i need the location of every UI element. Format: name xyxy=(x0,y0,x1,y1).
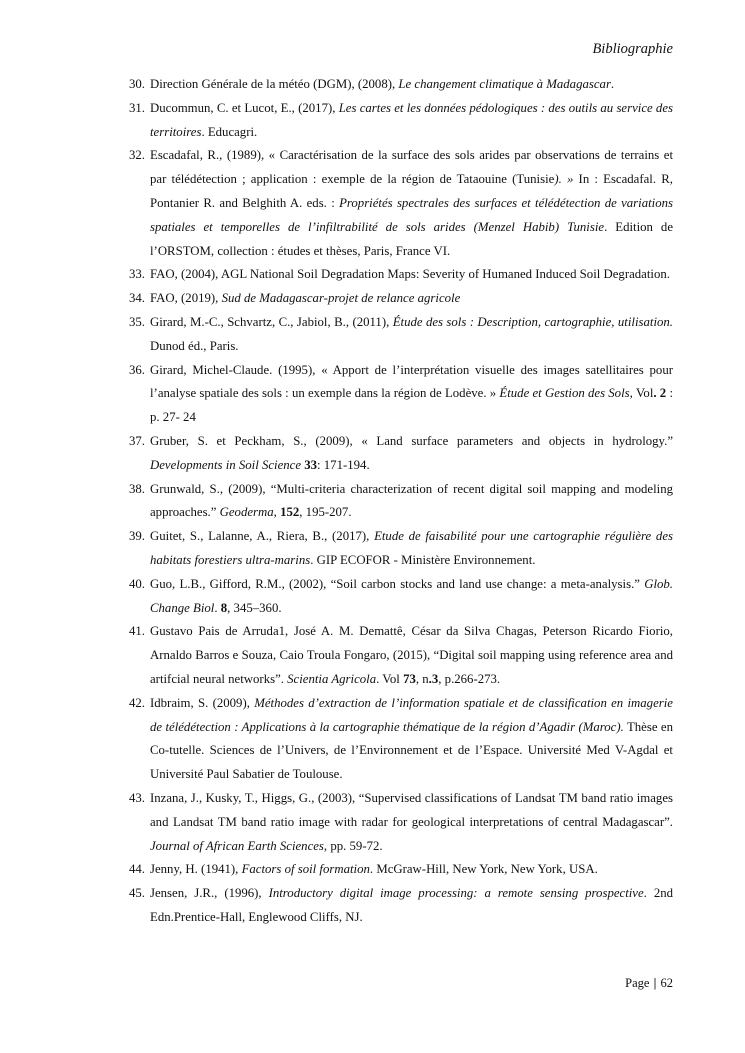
reference-text: : 171-194. xyxy=(317,457,370,472)
reference-entry xyxy=(129,97,673,145)
reference-text: Journal of African Earth Sciences xyxy=(150,838,324,853)
reference-text: Guitet, S., Lalanne, A., Riera, B., (2017), xyxy=(150,529,375,544)
reference-text: . xyxy=(610,77,615,91)
reference-text: Sud de Madagascar-projet de relance agricole xyxy=(221,291,461,306)
reference-text: 73 xyxy=(403,671,416,686)
reference-text: Direction Générale de la météo (DGM), (2008), xyxy=(150,77,399,91)
reference-text: Idbraim, S. (2009), xyxy=(150,695,255,710)
reference-text: , Vol xyxy=(629,386,654,401)
reference-text: Thèse en Co-tutelle. Sciences de l’Univers, de l’Environnement et de l’Espace. Université Med V-Agdal et Université Paul Sabatier de Toulouse. xyxy=(150,719,673,782)
reference-text: ). » xyxy=(554,172,574,187)
reference-number: 44. xyxy=(129,862,145,877)
reference-entry xyxy=(129,620,673,691)
reference-text: Geoderma xyxy=(219,505,274,520)
reference-list xyxy=(129,73,673,930)
reference-entry xyxy=(129,73,673,97)
reference-text: Dunod éd., Paris. xyxy=(150,338,239,353)
running-header: Bibliographie xyxy=(592,41,673,57)
reference-text: Propriétés spectrales des surfaces et télédétection de variations spatiales et temporelles de l’infiltrabilité de sols arides (Menzel Habib) Tunisie xyxy=(150,195,673,234)
reference-text: Méthodes d’extraction de l’information spatiale et de classification en imagerie de télédétection : Applications à la cartographie thématique de la région d’Agadir (Maroc). xyxy=(150,695,673,734)
reference-text: Gustavo Pais de Arruda1, José A. M. Demattê, César da Silva Chagas, Peterson Ricardo Fiorio, Arnaldo Barros e Souza, Caio Troula Fongaro, (2015), “Digital soil mapping using reference area and artifcial neural networks”. xyxy=(150,624,673,686)
reference-number: 31. xyxy=(129,100,145,115)
reference-text: Etude de faisabilité pour une cartographie régulière des habitats forestiers ultra-marins xyxy=(150,529,673,567)
reference-text: 152 xyxy=(280,505,300,520)
reference-text: Inzana, J., Kusky, T., Higgs, G., (2003), “Supervised classifications of Landsat TM band ratio images and Landsat TM band ratio image with radar for geological interpretations of central Madagascar”. xyxy=(150,790,673,829)
reference-text: FAO, (2019), xyxy=(150,291,222,306)
reference-text: Étude et Gestion des Sols xyxy=(499,386,630,401)
reference-text: Jenny, H. (1941), xyxy=(150,862,242,877)
reference-text: Les cartes et les données pédologiques : des outils au service des territoires xyxy=(150,100,673,139)
page-label: Page xyxy=(625,976,650,990)
reference-text: . 2 xyxy=(653,386,667,401)
reference-number: 34. xyxy=(129,291,145,306)
reference-number: 43. xyxy=(129,790,145,805)
reference-number: 42. xyxy=(129,695,145,710)
reference-entry xyxy=(129,858,673,882)
reference-entry xyxy=(129,359,673,430)
reference-text: In : Escadafal. R, Pontanier R. and Belghith A. eds. : xyxy=(150,172,673,210)
reference-number: 45. xyxy=(129,886,145,901)
reference-number: 35. xyxy=(129,314,145,329)
reference-text: , 195-207. xyxy=(299,505,352,520)
reference-entry xyxy=(129,311,673,359)
reference-number: 39. xyxy=(129,529,145,544)
reference-text: Ducommun, C. et Lucot, E., (2017), xyxy=(150,100,339,115)
reference-text: 33 xyxy=(304,457,318,472)
reference-text: Gruber, S. et Peckham, S., (2009), « Land surface parameters and objects in hydrology.” xyxy=(150,433,673,448)
reference-text: Escadafal, R., (1989), « Caractérisation de la surface des sols arides par observations de terrains et par télédétection ; application : exemple de la région de Tataouine (Tunisie xyxy=(150,148,673,187)
reference-text: FAO, (2004), AGL National Soil Degradation Maps: Severity of Humaned Induced Soil Degradation. xyxy=(150,267,670,282)
reference-entry xyxy=(129,787,673,858)
reference-text: Girard, M.-C., Schvartz, C., Jabiol, B., (2011), xyxy=(150,314,393,329)
reference-text: . McGraw-Hill, New York, New York, USA. xyxy=(369,862,598,877)
reference-entry xyxy=(129,144,673,263)
reference-entry xyxy=(129,882,673,930)
reference-text: . GIP ECOFOR - Ministère Environnement. xyxy=(310,552,536,567)
reference-entry xyxy=(129,287,673,311)
reference-text: : p. 27- 24 xyxy=(150,386,674,425)
page-separator: | xyxy=(653,976,657,990)
reference-text: Le changement climatique à Madagascar xyxy=(398,77,611,91)
reference-number: 38. xyxy=(129,481,145,496)
reference-entry xyxy=(129,430,673,478)
reference-text: Scientia Agricola xyxy=(287,671,377,686)
reference-number: 41. xyxy=(129,624,145,639)
reference-text: Developments in Soil Science xyxy=(150,457,302,472)
reference-text: . xyxy=(214,600,221,615)
reference-number: 33. xyxy=(129,267,145,282)
reference-number: 36. xyxy=(129,362,145,377)
reference-text: Introductory digital image processing: a remote sensing prospective xyxy=(268,886,644,901)
reference-number: 40. xyxy=(129,576,145,591)
reference-text: Glob. Change Biol xyxy=(150,576,673,615)
reference-entry xyxy=(129,478,673,526)
reference-text: 8 xyxy=(220,600,228,615)
page-footer xyxy=(625,976,673,991)
reference-text: , n xyxy=(415,671,429,686)
reference-text: Grunwald, S., (2009), “Multi-criteria characterization of recent digital soil mapping and modeling approaches.” xyxy=(150,481,673,520)
reference-text: , 345–360. xyxy=(227,600,282,615)
page-number: 62 xyxy=(660,976,673,990)
reference-text: Guo, L.B., Gifford, R.M., (2002), “Soil carbon stocks and land use change: a meta-analysis.” xyxy=(150,576,645,591)
reference-text: , pp. 59-72. xyxy=(323,838,383,853)
reference-text: , xyxy=(273,505,281,520)
reference-entry xyxy=(129,525,673,573)
reference-number: 32. xyxy=(129,148,145,163)
reference-text: Factors of soil formation xyxy=(241,862,370,877)
reference-entry xyxy=(129,263,673,287)
reference-number: 37. xyxy=(129,433,145,448)
reference-entry xyxy=(129,692,673,787)
reference-text: . Vol xyxy=(376,671,404,686)
reference-text: .3 xyxy=(428,671,439,686)
reference-number: 30. xyxy=(129,77,145,91)
reference-text: Girard, Michel-Claude. (1995), « Apport de l’interprétation visuelle des images satellitaires pour l’analyse spatiale des sols : un exemple dans la région de Lodève. » xyxy=(150,362,673,401)
reference-text: Jensen, J.R., (1996), xyxy=(150,886,269,901)
reference-entry xyxy=(129,573,673,621)
reference-text: . 2nd Edn.Prentice-Hall, Englewood Cliffs, NJ. xyxy=(150,886,674,924)
reference-text: . Edition de l’ORSTOM, collection : études et thèses, Paris, France VI. xyxy=(150,219,674,258)
reference-text: . Educagri. xyxy=(201,124,258,139)
reference-text: Étude des sols : Description, cartographie, utilisation. xyxy=(392,314,673,329)
reference-text: , p.266-273. xyxy=(438,671,501,686)
